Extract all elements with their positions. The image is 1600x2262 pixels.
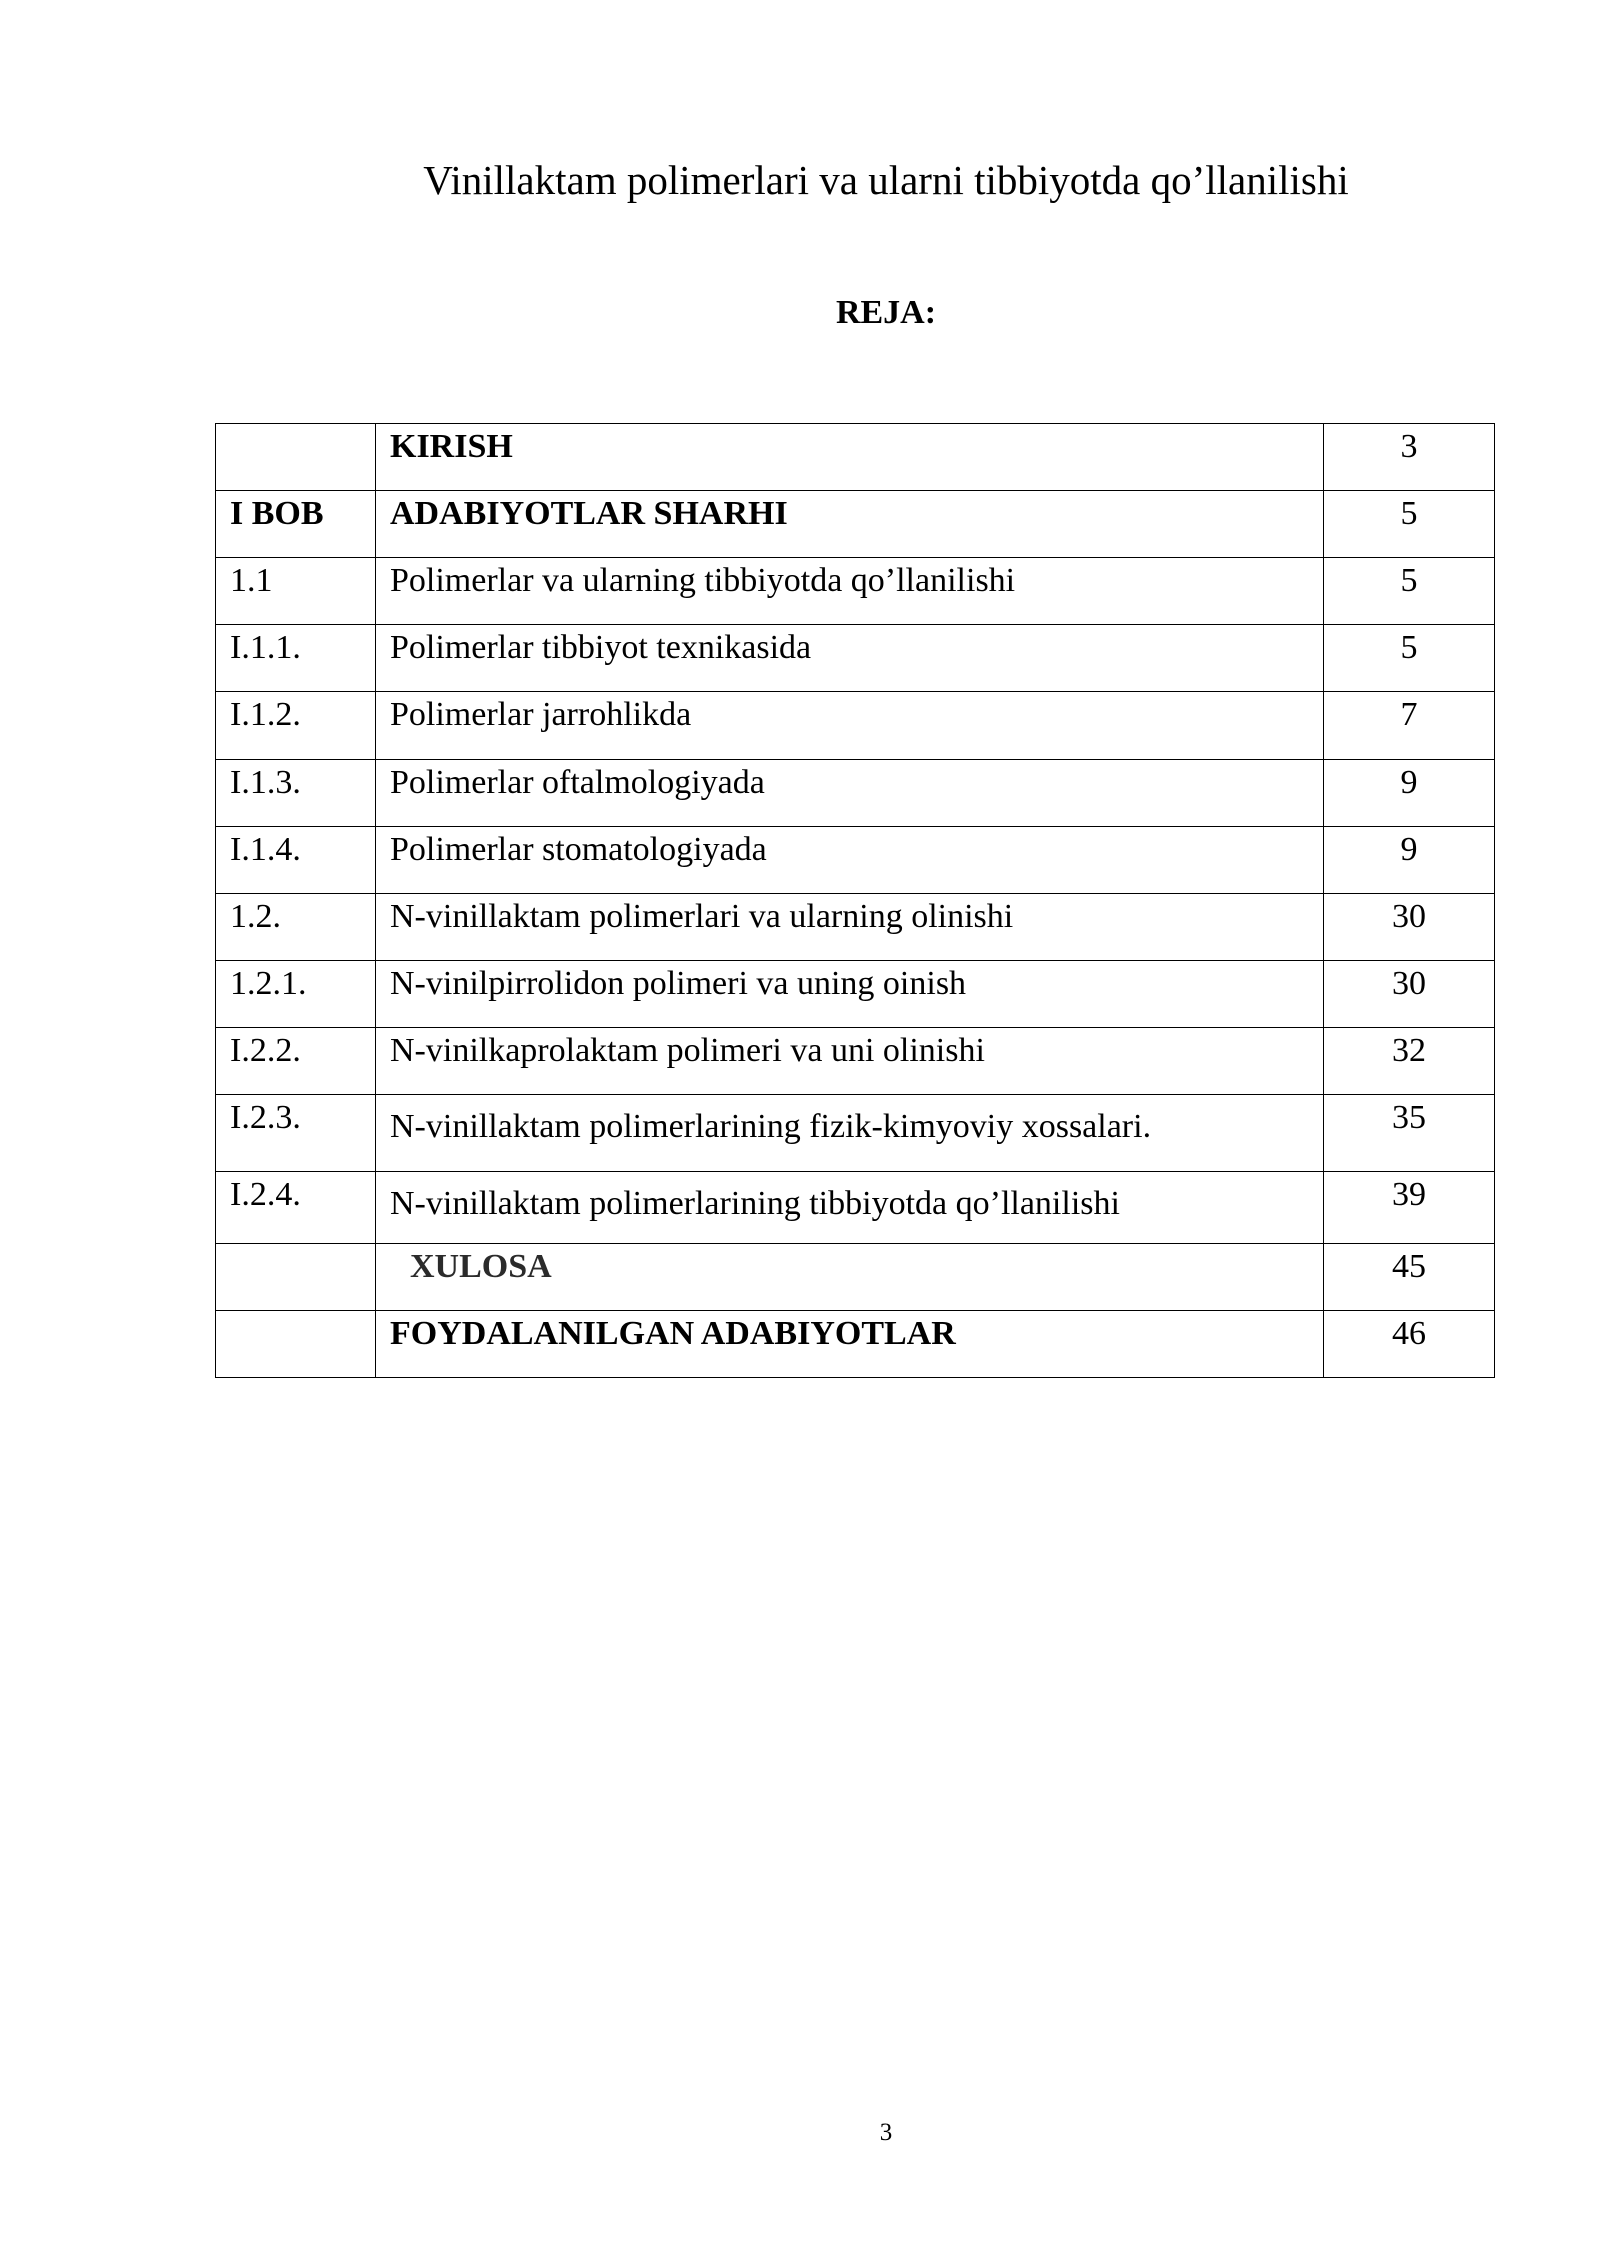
- section-page: 32: [1324, 1028, 1495, 1095]
- section-number: I.1.1.: [216, 625, 376, 692]
- section-page: 9: [1324, 760, 1495, 827]
- section-title: Polimerlar stomatologiyada: [376, 827, 1324, 894]
- section-number: [216, 1244, 376, 1311]
- section-page: 5: [1324, 491, 1495, 558]
- section-title: N-vinillaktam polimerlarining fizik-kimyoviy xossalari.: [376, 1095, 1324, 1172]
- section-title: Polimerlar jarrohlikda: [376, 692, 1324, 760]
- section-title: Polimerlar tibbiyot texnikasida: [376, 625, 1324, 692]
- section-number: I.2.2.: [216, 1028, 376, 1095]
- table-row: [216, 424, 1495, 491]
- table-row: [216, 760, 1495, 827]
- section-number: I.1.2.: [216, 692, 376, 760]
- table-row: [216, 1028, 1495, 1095]
- table-row: [216, 827, 1495, 894]
- section-title: XULOSA: [376, 1244, 1324, 1311]
- table-row: [216, 625, 1495, 692]
- section-number: I.2.3.: [216, 1095, 376, 1172]
- section-title: Polimerlar va ularning tibbiyotda qo’llanilishi: [376, 558, 1324, 625]
- page-number: 3: [879, 2119, 893, 2146]
- section-title: FOYDALANILGAN ADABIYOTLAR: [376, 1311, 1324, 1378]
- table-row: [216, 558, 1495, 625]
- table-row: [216, 692, 1495, 760]
- table-row: [216, 1311, 1495, 1378]
- section-page: 9: [1324, 827, 1495, 894]
- section-page: 45: [1324, 1244, 1495, 1311]
- section-title: N-vinillaktam polimerlari va ularning olinishi: [376, 894, 1324, 961]
- section-title: N-vinilpirrolidon polimeri va uning oinish: [376, 961, 1324, 1028]
- table-of-contents: [215, 423, 1495, 1378]
- section-page: 3: [1324, 424, 1495, 491]
- section-page: 5: [1324, 625, 1495, 692]
- section-number: [216, 1311, 376, 1378]
- section-page: 30: [1324, 961, 1495, 1028]
- section-page: 35: [1324, 1095, 1495, 1172]
- plan-heading: REJA:: [835, 294, 937, 331]
- table-row: [216, 1244, 1495, 1311]
- section-title: N-vinilkaprolaktam polimeri va uni olinishi: [376, 1028, 1324, 1095]
- section-title: Polimerlar oftalmologiyada: [376, 760, 1324, 827]
- section-number: [216, 424, 376, 491]
- section-number: 1.2.1.: [216, 961, 376, 1028]
- section-number: 1.1: [216, 558, 376, 625]
- section-page: 5: [1324, 558, 1495, 625]
- section-page: 30: [1324, 894, 1495, 961]
- section-number: I.1.4.: [216, 827, 376, 894]
- section-title: KIRISH: [376, 424, 1324, 491]
- section-title: N-vinillaktam polimerlarining tibbiyotda qo’llanilishi: [376, 1172, 1324, 1244]
- table-row: [216, 1095, 1495, 1172]
- section-number: I.1.3.: [216, 760, 376, 827]
- table-row: [216, 894, 1495, 961]
- table-row: [216, 961, 1495, 1028]
- table-row: [216, 491, 1495, 558]
- section-number: 1.2.: [216, 894, 376, 961]
- section-number: I.2.4.: [216, 1172, 376, 1244]
- section-number: I BOB: [216, 491, 376, 558]
- section-page: 7: [1324, 692, 1495, 760]
- section-title: ADABIYOTLAR SHARHI: [376, 491, 1324, 558]
- section-page: 46: [1324, 1311, 1495, 1378]
- document-title: Vinillaktam polimerlari va ularni tibbiyotda qo’llanilishi: [423, 157, 1349, 203]
- table-row: [216, 1172, 1495, 1244]
- section-page: 39: [1324, 1172, 1495, 1244]
